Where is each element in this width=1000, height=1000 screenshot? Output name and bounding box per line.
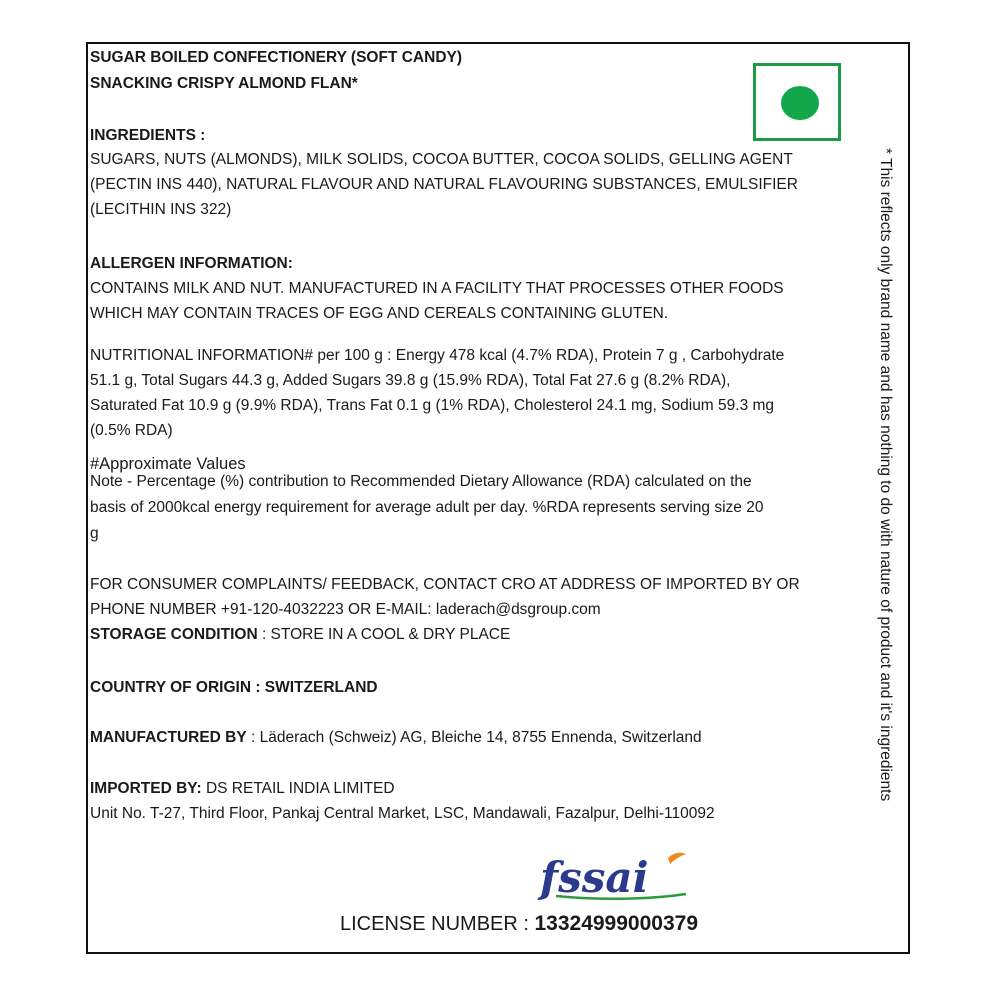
allergen-line: CONTAINS MILK AND NUT. MANUFACTURED IN A FACILITY THAT PROCESSES OTHER FOODS bbox=[90, 280, 784, 297]
ingredients-line: SUGARS, NUTS (ALMONDS), MILK SOLIDS, COCOA BUTTER, COCOA SOLIDS, GELLING AGENT bbox=[90, 151, 793, 168]
nutrition-line: (0.5% RDA) bbox=[90, 422, 173, 439]
fssai-leaf-icon bbox=[668, 853, 686, 864]
approx-values: #Approximate Values bbox=[90, 455, 246, 473]
manufacturer-label: MANUFACTURED BY bbox=[90, 729, 247, 746]
nutrition-line: NUTRITIONAL INFORMATION# per 100 g : Energy 478 kcal (4.7% RDA), Protein 7 g , Carbohydrate bbox=[90, 347, 785, 364]
note-line: g bbox=[90, 525, 99, 542]
contact-line: PHONE NUMBER +91-120-4032223 OR E-MAIL: laderach@dsgroup.com bbox=[90, 601, 601, 618]
manufactured-by bbox=[90, 726, 702, 751]
ingredients-line: (LECITHIN INS 322) bbox=[90, 201, 232, 218]
allergen-heading: ALLERGEN INFORMATION: bbox=[90, 255, 293, 272]
importer-value: DS RETAIL INDIA LIMITED bbox=[201, 780, 395, 797]
importer-address: Unit No. T-27, Third Floor, Pankaj Central Market, LSC, Mandawali, Fazalpur, Delhi-110092 bbox=[90, 805, 715, 822]
nutrition-line: 51.1 g, Total Sugars 44.3 g, Added Sugars 39.8 g (15.9% RDA), Total Fat 27.6 g (8.2% RDA), bbox=[90, 372, 731, 389]
ingredients-line: (PECTIN INS 440), NATURAL FLAVOUR AND NATURAL FLAVOURING SUBSTANCES, EMULSIFIER bbox=[90, 176, 798, 193]
product-name: SNACKING CRISPY ALMOND FLAN* bbox=[90, 75, 358, 92]
license-label: LICENSE NUMBER : bbox=[340, 913, 535, 935]
note-line: Note - Percentage (%) contribution to Recommended Dietary Allowance (RDA) calculated on the bbox=[90, 473, 752, 490]
fssai-logo-text: fssai bbox=[540, 853, 649, 902]
storage-label: STORAGE CONDITION bbox=[90, 626, 258, 643]
manufacturer-value: : Läderach (Schweiz) AG, Bleiche 14, 8755 Ennenda, Switzerland bbox=[246, 729, 702, 746]
fssai-logo-icon bbox=[536, 850, 696, 902]
country-of-origin: COUNTRY OF ORIGIN : SWITZERLAND bbox=[90, 679, 378, 696]
allergen-line: WHICH MAY CONTAIN TRACES OF EGG AND CEREALS CONTAINING GLUTEN. bbox=[90, 305, 669, 322]
storage-condition bbox=[90, 623, 510, 648]
veg-mark-icon bbox=[753, 63, 841, 141]
product-category: SUGAR BOILED CONFECTIONERY (SOFT CANDY) bbox=[90, 49, 463, 66]
importer-label: IMPORTED BY: bbox=[90, 780, 202, 797]
contact-line: FOR CONSUMER COMPLAINTS/ FEEDBACK, CONTACT CRO AT ADDRESS OF IMPORTED BY OR bbox=[90, 576, 800, 593]
license-value: 13324999000379 bbox=[534, 912, 698, 935]
storage-value: : STORE IN A COOL & DRY PLACE bbox=[257, 626, 511, 643]
veg-dot bbox=[781, 86, 819, 120]
license-number bbox=[340, 912, 698, 936]
imported-by bbox=[90, 777, 395, 802]
nutrition-line: Saturated Fat 10.9 g (9.9% RDA), Trans Fat 0.1 g (1% RDA), Cholesterol 24.1 mg, Sodium 59.3 mg bbox=[90, 397, 775, 414]
note-line: basis of 2000kcal energy requirement for average adult per day. %RDA represents serving size 20 bbox=[90, 499, 764, 516]
brand-disclaimer: * This reflects only brand name and has nothing to do with nature of product and it's ingredients bbox=[877, 148, 894, 802]
ingredients-heading: INGREDIENTS : bbox=[90, 127, 206, 144]
